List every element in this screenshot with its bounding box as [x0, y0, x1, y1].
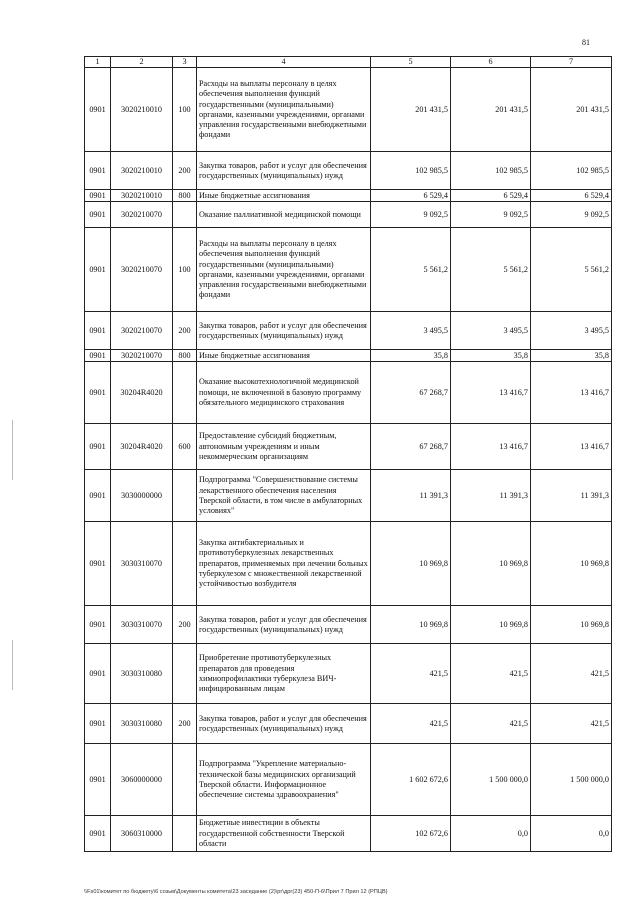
value-col-6: 5 561,2 [451, 228, 531, 312]
table-row [85, 68, 612, 152]
section-code: 0901 [85, 202, 111, 228]
section-code: 0901 [85, 362, 111, 424]
section-code: 0901 [85, 522, 111, 606]
page-number: 81 [582, 38, 590, 47]
section-code: 0901 [85, 606, 111, 644]
margin-mark [12, 420, 13, 480]
expense-type-code: 200 [173, 152, 197, 190]
expense-type-code [173, 470, 197, 522]
value-col-5: 3 495,5 [371, 312, 451, 350]
column-header: 4 [197, 57, 371, 68]
expense-type-code [173, 644, 197, 704]
table-row [85, 470, 612, 522]
expense-type-code: 800 [173, 350, 197, 362]
expense-type-code [173, 362, 197, 424]
value-col-5: 67 268,7 [371, 424, 451, 470]
article-code: 3020210070 [111, 228, 173, 312]
table-header-row [85, 57, 612, 68]
expense-type-code: 200 [173, 606, 197, 644]
item-name: Бюджетные инвестиции в объекты государственной собственности Тверской области [197, 816, 371, 852]
value-col-6: 11 391,3 [451, 470, 531, 522]
section-code: 0901 [85, 350, 111, 362]
value-col-7: 5 561,2 [531, 228, 612, 312]
column-header: 1 [85, 57, 111, 68]
value-col-5: 102 672,6 [371, 816, 451, 852]
value-col-5: 10 969,8 [371, 606, 451, 644]
section-code: 0901 [85, 644, 111, 704]
margin-mark [12, 640, 13, 690]
item-name: Приобретение противотуберкулезных препаратов для проведения химиопрофилактики туберкулеза ВИЧ-инфицированным лицам [197, 644, 371, 704]
column-header: 3 [173, 57, 197, 68]
value-col-6: 1 500 000,0 [451, 744, 531, 816]
value-col-6: 0,0 [451, 816, 531, 852]
article-code: 30204R4020 [111, 362, 173, 424]
value-col-7: 35,8 [531, 350, 612, 362]
expense-type-code [173, 202, 197, 228]
article-code: 3020210070 [111, 350, 173, 362]
value-col-7: 10 969,8 [531, 606, 612, 644]
article-code: 3020210070 [111, 202, 173, 228]
value-col-6: 102 985,5 [451, 152, 531, 190]
table-row [85, 350, 612, 362]
value-col-7: 10 969,8 [531, 522, 612, 606]
value-col-5: 421,5 [371, 704, 451, 744]
section-code: 0901 [85, 744, 111, 816]
column-header: 2 [111, 57, 173, 68]
item-name: Закупка товаров, работ и услуг для обеспечения государственных (муниципальных) нужд [197, 606, 371, 644]
column-header: 7 [531, 57, 612, 68]
value-col-7: 201 431,5 [531, 68, 612, 152]
value-col-6: 421,5 [451, 644, 531, 704]
value-col-6: 10 969,8 [451, 606, 531, 644]
value-col-7: 102 985,5 [531, 152, 612, 190]
value-col-5: 11 391,3 [371, 470, 451, 522]
table-row [85, 704, 612, 744]
value-col-6: 10 969,8 [451, 522, 531, 606]
section-code: 0901 [85, 312, 111, 350]
item-name: Расходы на выплаты персоналу в целях обеспечения выполнения функций государственными (муниципальными) органами, казенными учреждениями, органами управления государственными внебюджетными фондами [197, 228, 371, 312]
item-name: Иные бюджетные ассигнования [197, 190, 371, 202]
value-col-7: 1 500 000,0 [531, 744, 612, 816]
section-code: 0901 [85, 424, 111, 470]
expense-type-code [173, 816, 197, 852]
column-header: 6 [451, 57, 531, 68]
value-col-6: 3 495,5 [451, 312, 531, 350]
value-col-5: 421,5 [371, 644, 451, 704]
value-col-5: 5 561,2 [371, 228, 451, 312]
article-code: 3020210070 [111, 312, 173, 350]
value-col-5: 1 602 672,6 [371, 744, 451, 816]
budget-table [84, 56, 612, 852]
table-row [85, 816, 612, 852]
value-col-6: 421,5 [451, 704, 531, 744]
table-row [85, 362, 612, 424]
value-col-6: 201 431,5 [451, 68, 531, 152]
item-name: Закупка товаров, работ и услуг для обеспечения государственных (муниципальных) нужд [197, 312, 371, 350]
value-col-7: 0,0 [531, 816, 612, 852]
article-code: 3030310070 [111, 522, 173, 606]
item-name: Закупка антибактериальных и противотуберкулезных лекарственных препаратов, применяемых при лечении больных туберкулезом с множественной лекарственной устойчивостью возбудителя [197, 522, 371, 606]
article-code: 3030310070 [111, 606, 173, 644]
value-col-5: 6 529,4 [371, 190, 451, 202]
table-row [85, 424, 612, 470]
value-col-7: 6 529,4 [531, 190, 612, 202]
section-code: 0901 [85, 68, 111, 152]
item-name: Иные бюджетные ассигнования [197, 350, 371, 362]
column-header: 5 [371, 57, 451, 68]
value-col-5: 9 092,5 [371, 202, 451, 228]
table-row [85, 522, 612, 606]
value-col-5: 102 985,5 [371, 152, 451, 190]
value-col-6: 9 092,5 [451, 202, 531, 228]
file-path-footer: \\Fs01\комитет по бюджету\6 созыв\Документы комитета\23 заседание (2)\рг\дрг(23) 450-П-6\Прил 7 Прил 12 (РПЦВ) [84, 889, 388, 895]
article-code: 30204R4020 [111, 424, 173, 470]
value-col-6: 35,8 [451, 350, 531, 362]
value-col-7: 3 495,5 [531, 312, 612, 350]
expense-type-code [173, 522, 197, 606]
expense-type-code: 100 [173, 68, 197, 152]
section-code: 0901 [85, 190, 111, 202]
section-code: 0901 [85, 228, 111, 312]
table-row [85, 744, 612, 816]
table-row [85, 228, 612, 312]
table-row [85, 606, 612, 644]
item-name: Оказание высокотехнологичной медицинской помощи, не включенной в базовую программу обязательного медицинского страхования [197, 362, 371, 424]
expense-type-code: 200 [173, 312, 197, 350]
value-col-7: 421,5 [531, 704, 612, 744]
value-col-6: 13 416,7 [451, 362, 531, 424]
article-code: 3030310080 [111, 644, 173, 704]
value-col-5: 10 969,8 [371, 522, 451, 606]
item-name: Расходы на выплаты персоналу в целях обеспечения выполнения функций государственными (муниципальными) органами, казенными учреждениями, органами управления государственными внебюджетными фондами [197, 68, 371, 152]
expense-type-code: 800 [173, 190, 197, 202]
table-row [85, 202, 612, 228]
article-code: 3020210010 [111, 68, 173, 152]
item-name: Подпрограмма "Совершенствование системы лекарственного обеспечения населения Тверской области, в том числе в амбулаторных условиях" [197, 470, 371, 522]
section-code: 0901 [85, 816, 111, 852]
section-code: 0901 [85, 704, 111, 744]
item-name: Предоставление субсидий бюджетным, автономным учреждениям и иным некоммерческим организациям [197, 424, 371, 470]
table-row [85, 190, 612, 202]
value-col-5: 35,8 [371, 350, 451, 362]
value-col-7: 11 391,3 [531, 470, 612, 522]
item-name: Закупка товаров, работ и услуг для обеспечения государственных (муниципальных) нужд [197, 152, 371, 190]
value-col-6: 6 529,4 [451, 190, 531, 202]
value-col-7: 421,5 [531, 644, 612, 704]
table-row [85, 644, 612, 704]
expense-type-code: 100 [173, 228, 197, 312]
value-col-7: 13 416,7 [531, 362, 612, 424]
expense-type-code: 200 [173, 704, 197, 744]
article-code: 3020210010 [111, 190, 173, 202]
item-name: Подпрограмма "Укрепление материально-технической базы медицинских организаций Тверской области. Информационное обеспечение системы здравоохранения" [197, 744, 371, 816]
value-col-5: 201 431,5 [371, 68, 451, 152]
value-col-5: 67 268,7 [371, 362, 451, 424]
value-col-7: 13 416,7 [531, 424, 612, 470]
article-code: 3020210010 [111, 152, 173, 190]
article-code: 3030310080 [111, 704, 173, 744]
section-code: 0901 [85, 470, 111, 522]
table-row [85, 312, 612, 350]
article-code: 3060310000 [111, 816, 173, 852]
value-col-7: 9 092,5 [531, 202, 612, 228]
expense-type-code [173, 744, 197, 816]
section-code: 0901 [85, 152, 111, 190]
item-name: Закупка товаров, работ и услуг для обеспечения государственных (муниципальных) нужд [197, 704, 371, 744]
value-col-6: 13 416,7 [451, 424, 531, 470]
article-code: 3060000000 [111, 744, 173, 816]
item-name: Оказание паллиативной медицинской помощи [197, 202, 371, 228]
table-row [85, 152, 612, 190]
article-code: 3030000000 [111, 470, 173, 522]
expense-type-code: 600 [173, 424, 197, 470]
